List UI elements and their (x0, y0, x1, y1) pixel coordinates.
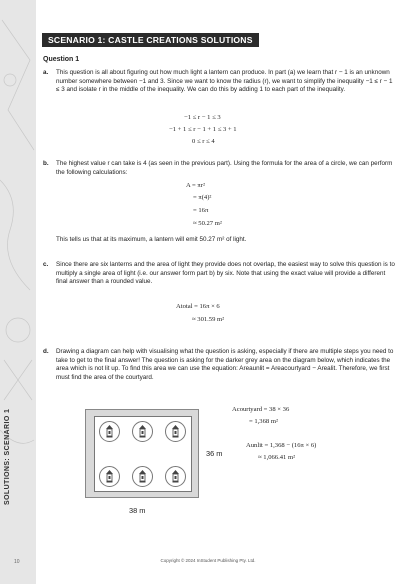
part-a-label: a. (43, 69, 49, 76)
diagram-width-label: 38 m (129, 506, 146, 515)
copyright-footer: Copyright © 2024 InStudent Publishing Pty. Ltd. (160, 558, 256, 563)
page-title: SCENARIO 1: CASTLE CREATIONS SOLUTIONS (42, 33, 259, 47)
part-a-step-2: −1 + 1 ≤ r − 1 + 1 ≤ 3 + 1 (169, 126, 237, 133)
lantern-circle (132, 466, 153, 487)
sidebar-label: SOLUTIONS: SCENARIO 1 (4, 408, 11, 505)
part-c-step-1: Atotal = 16π × 6 (176, 303, 220, 310)
part-c (43, 261, 395, 287)
part-c-text: Since there are six lanterns and the area of light they provide does not overlap, the easiest way to solve this question is to multiply a single area of light (i.e. our answer form part b) by six. Note that using the exact value will provide a different final answer than a rounded value. (56, 261, 395, 286)
lantern-circle (99, 466, 120, 487)
lantern-circle (165, 421, 186, 442)
part-b-label: b. (43, 160, 49, 167)
part-b-step-1: A = πr² (186, 182, 205, 189)
lantern-icon (104, 425, 115, 438)
side-band (0, 0, 36, 584)
lantern-icon (104, 470, 115, 483)
part-d-calc-2-line-2: ≈ 1,066.41 m² (258, 454, 296, 461)
part-d-text: Drawing a diagram can help with visualising what the question is asking, especially if there are multiple steps you need to take to get to the final answer! The question is asking for the darker grey area on the diagram below, which indicates the area which is not lit up. To find this area we can use the equation: Areaunlit = Areacourtyard − Arealit. Therefore, we first must find the area of the courtyard. (56, 348, 394, 382)
part-a-text: This question is all about figuring out how much light a lantern can produce. In part (a) we learn that r − 1 is an unknown number somewhere between −1 and 3. Since we want to know the radius (r), we want to simplify the inequality −1 ≤ r − 1 ≤ 3 and isolate r in the middle of the inequality. We can do this by adding 1 to each part of the inequality. (56, 69, 393, 94)
part-c-label: c. (43, 261, 49, 268)
page-number: 10 (14, 559, 20, 565)
lantern-circle (99, 421, 120, 442)
lantern-icon (137, 425, 148, 438)
part-a (43, 69, 395, 95)
part-a-step-1: −1 ≤ r − 1 ≤ 3 (184, 114, 221, 121)
part-b (43, 160, 395, 177)
diagram-height-label: 36 m (206, 449, 223, 458)
lantern-icon (170, 470, 181, 483)
part-c-step-2: ≈ 301.59 m² (192, 316, 225, 323)
lantern-circle (165, 466, 186, 487)
question-title: Question 1 (43, 56, 80, 63)
part-d-calc-1-line-1: Acourtyard = 38 × 36 (232, 406, 290, 413)
lantern-icon (170, 425, 181, 438)
part-d-calc-2-line-1: Aunlit = 1,368 − (16π × 6) (246, 442, 317, 449)
part-b-step-3: = 16π (193, 207, 209, 214)
courtyard-diagram (85, 409, 199, 498)
courtyard-lit-area (94, 416, 192, 492)
lantern-circle (132, 421, 153, 442)
main-content (36, 0, 416, 584)
part-b-step-2: = π(4)² (193, 194, 212, 201)
part-d-calc-1-line-2: = 1,368 m² (249, 418, 278, 425)
part-d-label: d. (43, 348, 49, 355)
part-b-text: The highest value r can take is 4 (as seen in the previous part). Using the formula for the area of a circle, we can perform the following calculations: (56, 160, 393, 176)
lantern-icon (137, 470, 148, 483)
part-d (43, 348, 395, 383)
part-b-step-4: ≈ 50.27 m² (193, 220, 222, 227)
part-a-step-3: 0 ≤ r ≤ 4 (192, 138, 215, 145)
part-b-conclusion: This tells us that at its maximum, a lantern will emit 50.27 m² of light. (56, 236, 247, 243)
